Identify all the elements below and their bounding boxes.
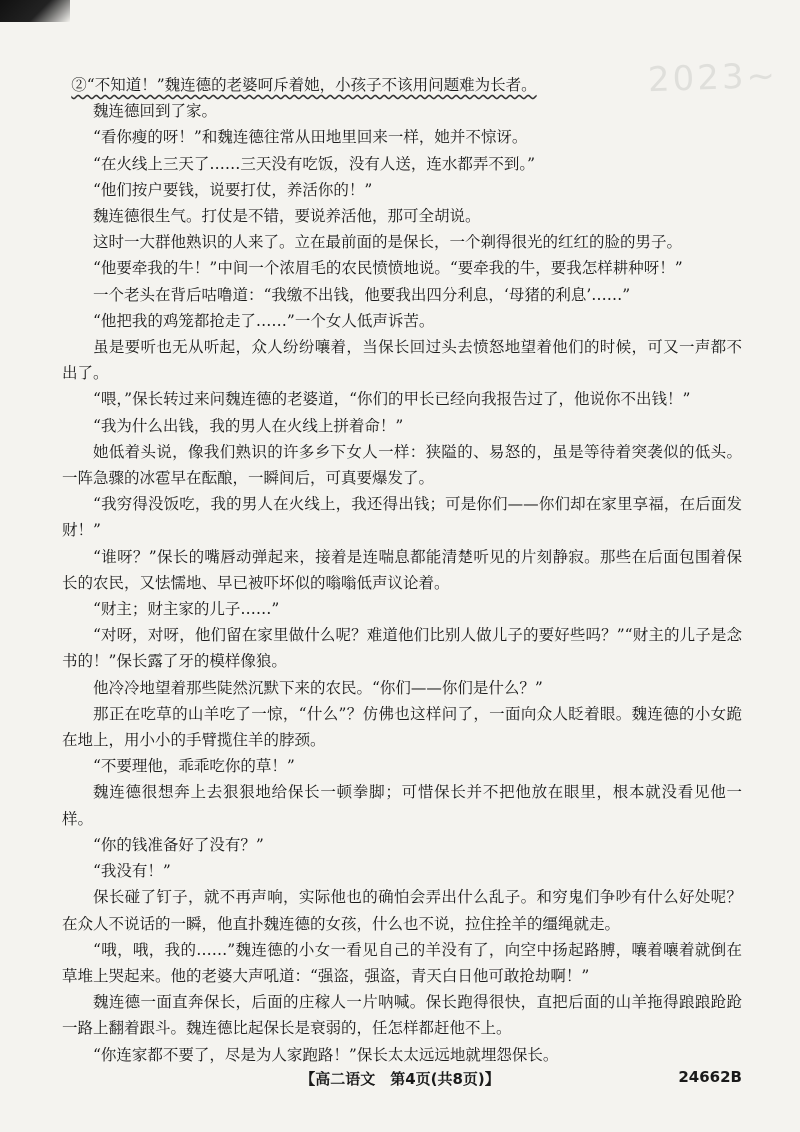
paragraph: 魏连德一面直奔保长，后面的庄稼人一片呐喊。保长跑得很快，直把后面的山羊拖得踉踉跄跄一路上翻着跟斗。魏连德比起保长是衰弱的，任怎样都赶他不上。 (62, 993, 742, 1038)
paragraph: “喂，”保长转过来问魏连德的老婆道，“你们的甲长已经向我报告过了，他说你不出钱！” (93, 390, 691, 409)
paragraph: “我穷得没饭吃，我的男人在火线上，我还得出钱；可是你们——你们却在家里享福，在后面发财！” (62, 495, 742, 540)
paragraph: “不要理他，乖乖吃你的草！” (93, 757, 295, 776)
paragraph: 保长碰了钉子，就不再声响，实际他也的确怕会弄出什么乱子。和穷鬼们争吵有什么好处呢？在众人不说话的一瞬，他直扑魏连德的女孩，什么也不说，拉住拴羊的缰绳就走。 (62, 888, 742, 933)
exam-code: 24662B (678, 1068, 742, 1086)
paragraph: 虽是要听也无从听起，众人纷纷嚷着，当保长回过头去愤怒地望着他们的时候，可又一声都不出了。 (62, 338, 742, 383)
paragraph: 他冷冷地望着那些陡然沉默下来的农民。“你们——你们是什么？” (93, 678, 543, 697)
paragraph: 那正在吃草的山羊吃了一惊，“什么”？仿佛也这样问了，一面向众人眨着眼。魏连德的小女跪在地上，用小小的手臂揽住羊的脖颈。 (62, 704, 742, 750)
page-footer (0, 1068, 800, 1096)
paragraph: 魏连德很想奔上去狠狠地给保长一顿拳脚；可惜保长并不把他放在眼里，根本就没看见他一样。 (62, 783, 742, 828)
paragraph (62, 72, 742, 98)
paragraph: “他们按户要钱，说要打仗，养活你的！” (93, 180, 373, 199)
paragraph: “对呀，对呀，他们留在家里做什么呢？难道他们比别人做儿子的要好些吗？”“财主的儿子是念书的！”保长露了牙的模样像狼。 (62, 626, 742, 671)
article-body (62, 72, 742, 1068)
paragraph: “看你瘦的呀！”和魏连德往常从田地里回来一样，她并不惊讶。 (93, 128, 528, 147)
page-number-label: 【高二语文 第4页(共8页)】 (300, 1070, 500, 1088)
scan-corner-shadow (0, 0, 70, 22)
paragraph: “他把我的鸡笼都抢走了……”一个女人低声诉苦。 (93, 311, 435, 330)
paragraph: “他要牵我的牛！”中间一个浓眉毛的农民愤愤地说。“要牵我的牛，要我怎样耕种呀！” (93, 259, 683, 278)
paragraph: 一个老头在背后咕噜道：“我缴不出钱，他要我出四分利息，‘母猪的利息’……” (93, 285, 631, 304)
underlined-sentence: ②“不知道！”魏连德的老婆呵斥着她，小孩子不该用问题难为长者。 (71, 76, 537, 94)
paragraph: 这时一大群他熟识的人来了。立在最前面的是保长，一个剃得很光的红红的脸的男子。 (93, 233, 683, 252)
paragraph: “财主；财主家的儿子……” (93, 600, 280, 619)
paragraph: 魏连德很生气。打仗是不错，要说养活他，那可全胡说。 (93, 207, 481, 226)
bleed-through-text: 2023~ (647, 55, 779, 101)
paragraph: 魏连德回到了家。 (93, 102, 218, 121)
paragraph: “在火线上三天了……三天没有吃饭，没有人送，连水都弄不到。” (93, 154, 536, 173)
paragraph: “我没有！” (93, 862, 171, 881)
paragraph: “你的钱准备好了没有？” (93, 835, 264, 854)
paragraph: 她低着头说，像我们熟识的许多乡下女人一样：狭隘的、易怒的，虽是等待着突袭似的低头。一阵急骤的冰雹早在酝酿，一瞬间后，可真要爆发了。 (62, 442, 742, 488)
paragraph: “谁呀？”保长的嘴唇动弹起来，接着是连喘息都能清楚听见的片刻静寂。那些在后面包围着保长的农民，又怯懦地、早已被吓坏似的嗡嗡低声议论着。 (62, 547, 742, 592)
paragraph: “你连家都不要了，尽是为人家跑路！”保长太太远远地就埋怨保长。 (93, 1045, 559, 1064)
paragraph: “哦，哦，我的……”魏连德的小女一看见自己的羊没有了，向空中扬起路膊，嚷着嚷着就倒在草堆上哭起来。他的老婆大声吼道：“强盗，强盗，青天白日他可敢抢劫啊！” (62, 940, 742, 985)
paragraph: “我为什么出钱，我的男人在火线上拼着命！” (93, 416, 404, 435)
